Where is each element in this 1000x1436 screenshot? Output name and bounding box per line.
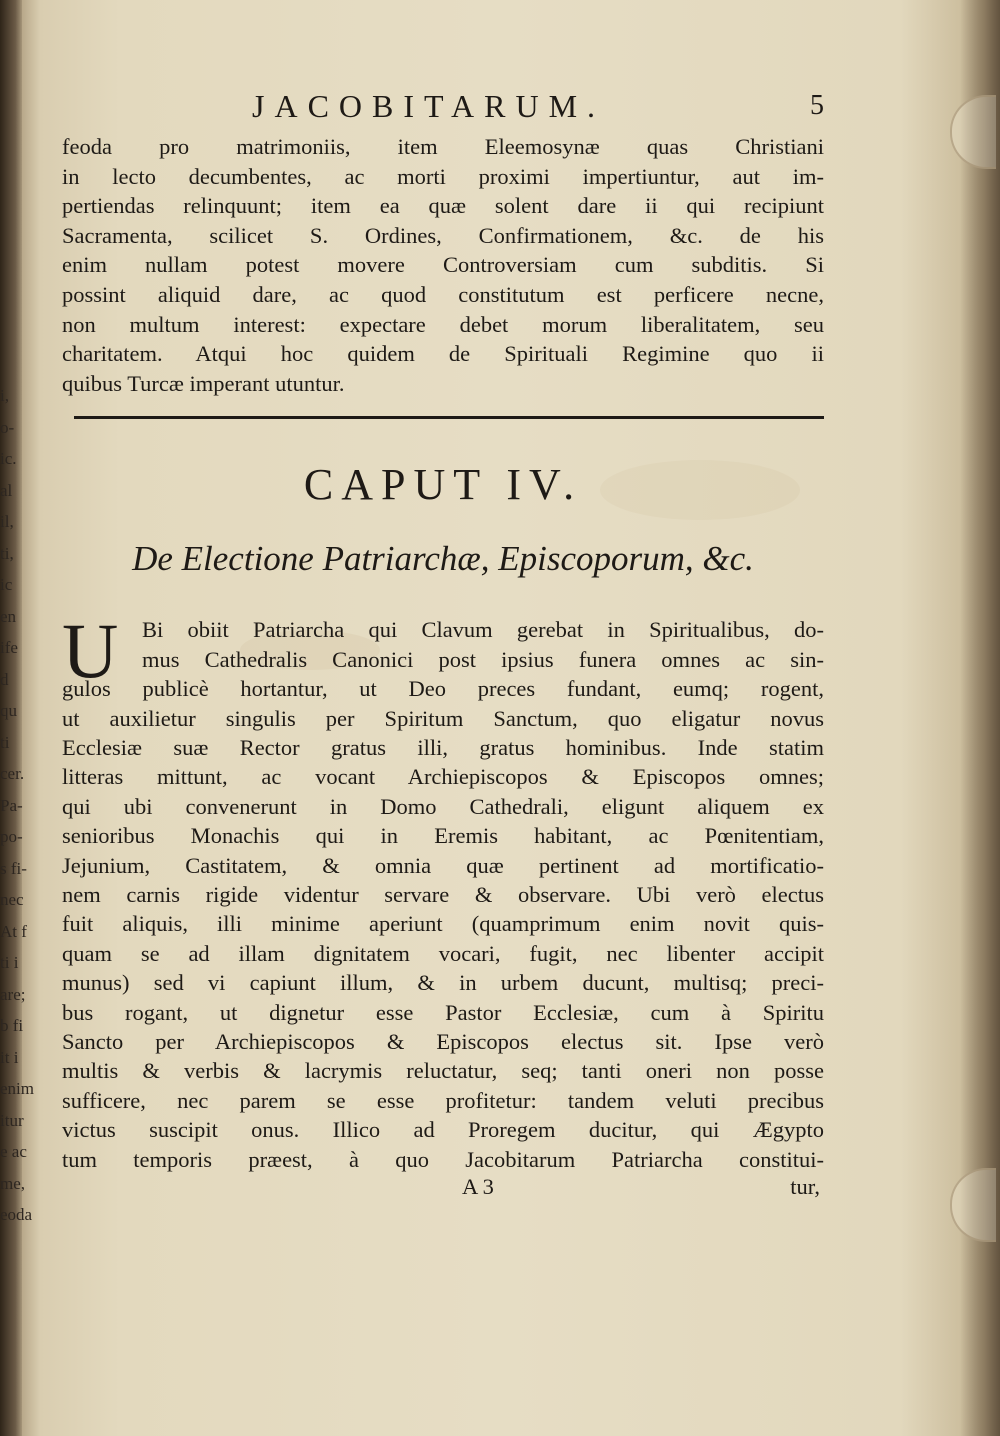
- fragment-line: b fi: [0, 1016, 24, 1035]
- chapter-body: [62, 607, 824, 1174]
- running-title: JACOBITARUM.: [252, 88, 606, 124]
- fragment-line: eoda: [0, 1205, 33, 1224]
- page-footer: [62, 1174, 824, 1206]
- text-line: quam se ad illam dignitatem vocari, fugit, nec libenter accipit: [62, 940, 824, 966]
- fragment-line: nec: [0, 890, 24, 909]
- fragment-line: ife: [0, 638, 18, 657]
- fragment-line: al: [0, 480, 13, 500]
- running-head: [62, 80, 824, 132]
- fragment-line: ti i: [0, 953, 19, 972]
- text-line: possint aliquid dare, ac quod constitutum est perficere necne,: [62, 281, 824, 307]
- fragment-line: cer.: [0, 764, 25, 783]
- drop-initial: U: [62, 607, 119, 695]
- text-line: Sancto per Archiepiscopos & Episcopos electus sit. Ipse verò: [62, 1029, 824, 1055]
- signature-mark: A 3: [462, 1174, 494, 1200]
- text-line: qui ubi convenerunt in Domo Cathedrali, eligunt aliquem ex: [62, 793, 824, 819]
- fragment-line: are;: [0, 984, 26, 1004]
- fragment-line: At f: [0, 921, 27, 941]
- chapter-subtitle: De Electione Patriarchæ, Episcoporum, &c.: [132, 539, 754, 579]
- fragment-line: e ac: [0, 1142, 27, 1161]
- fragment-line: d: [0, 669, 9, 689]
- text-line: Sacramenta, scilicet S. Ordines, Confirmationem, &c. de his: [62, 222, 824, 248]
- previous-paragraph: [62, 132, 824, 398]
- text-line: gulos publicè hortantur, ut Deo preces fundant, eumq; rogent,: [62, 676, 824, 702]
- text-line: Bi obiit Patriarcha qui Clavum gerebat in Spiritualibus, do-: [142, 617, 824, 643]
- text-line: Ecclesiæ suæ Rector gratus illi, gratus hominibus. Inde statim: [62, 734, 824, 760]
- fragment-line: il,: [0, 512, 14, 531]
- text-line: non multum interest: expectare debet morum liberalitatem, seu: [62, 311, 824, 337]
- fragment-line: ti,: [0, 543, 14, 563]
- text-line: feoda pro matrimoniis, item Eleemosynæ quas Christiani: [62, 134, 824, 159]
- fragment-line: Pa-: [0, 795, 23, 815]
- fragment-line: en: [0, 606, 17, 626]
- catchword: tur,: [790, 1174, 820, 1200]
- fragment-line: ic.: [0, 449, 17, 468]
- text-line: pertiendas relinquunt; item ea quæ solent dare ii qui recipiunt: [62, 193, 824, 219]
- fragment-line: it i: [0, 1047, 19, 1067]
- text-line: victus suscipit onus. Illico ad Proregem ducitur, qui Ægypto: [62, 1117, 824, 1143]
- text-line: munus) sed vi capiunt illum, & in urbem ducunt, multisq; preci-: [62, 970, 824, 996]
- adjacent-page-fragments: [0, 380, 34, 1231]
- text-line: enim nullam potest movere Controversiam cum subditis. Si: [62, 252, 824, 278]
- text-line: ut auxilietur singulis per Spiritum Sanctum, quo eligatur novus: [62, 705, 824, 731]
- text-line: charitatem. Atqui hoc quidem de Spirituali Regimine quo ii: [62, 341, 824, 367]
- text-line: Jejunium, Castitatem, & omnia quæ pertinent ad mortificatio-: [62, 852, 824, 878]
- text-line: in lecto decumbentes, ac morti proximi impertiuntur, aut im-: [62, 163, 824, 189]
- clip-mark: [950, 95, 996, 169]
- fragment-line: qu: [0, 701, 17, 720]
- text-line: nem carnis rigide videntur servare & observare. Ubi verò electus: [62, 882, 824, 907]
- fragment-line: o-: [0, 417, 15, 437]
- fragment-line: s fi-: [0, 858, 27, 878]
- fragment-line: ti: [0, 732, 10, 752]
- fragment-line: me,: [0, 1173, 26, 1193]
- section-rule: [74, 416, 824, 419]
- text-line: multis & verbis & lacrymis reluctatur, seq; tanti oneri non posse: [62, 1058, 824, 1084]
- page-number: 5: [810, 90, 824, 121]
- fragment-line: po-: [0, 827, 23, 846]
- text-line: mus Cathedralis Canonici post ipsius funera omnes ac sin-: [142, 646, 824, 672]
- text-line: quibus Turcæ imperant utuntur.: [62, 370, 345, 396]
- clip-mark: [950, 1168, 996, 1242]
- text-line: litteras mittunt, ac vocant Archiepiscopos & Episcopos omnes;: [62, 764, 824, 790]
- text-line: bus rogant, ut dignetur esse Pastor Ecclesiæ, cum à Spiritu: [62, 999, 824, 1025]
- text-line: tum temporis præest, à quo Jacobitarum Patriarcha constitui-: [62, 1146, 824, 1172]
- fragment-line: itur: [0, 1110, 24, 1130]
- fragment-line: i,: [0, 386, 9, 405]
- fragment-line: ic: [0, 575, 13, 594]
- text-block: [62, 80, 824, 1206]
- text-line: fuit aliquis, illi minime aperiunt (quamprimum enim novit quis-: [62, 911, 824, 937]
- fragment-line: enim: [0, 1079, 34, 1098]
- chapter-heading: CAPUT IV.: [303, 460, 583, 510]
- text-line: senioribus Monachis qui in Eremis habitant, ac Pœnitentiam,: [62, 823, 824, 849]
- text-line: sufficere, nec parem se esse profitetur: tandem veluti precibus: [62, 1087, 824, 1113]
